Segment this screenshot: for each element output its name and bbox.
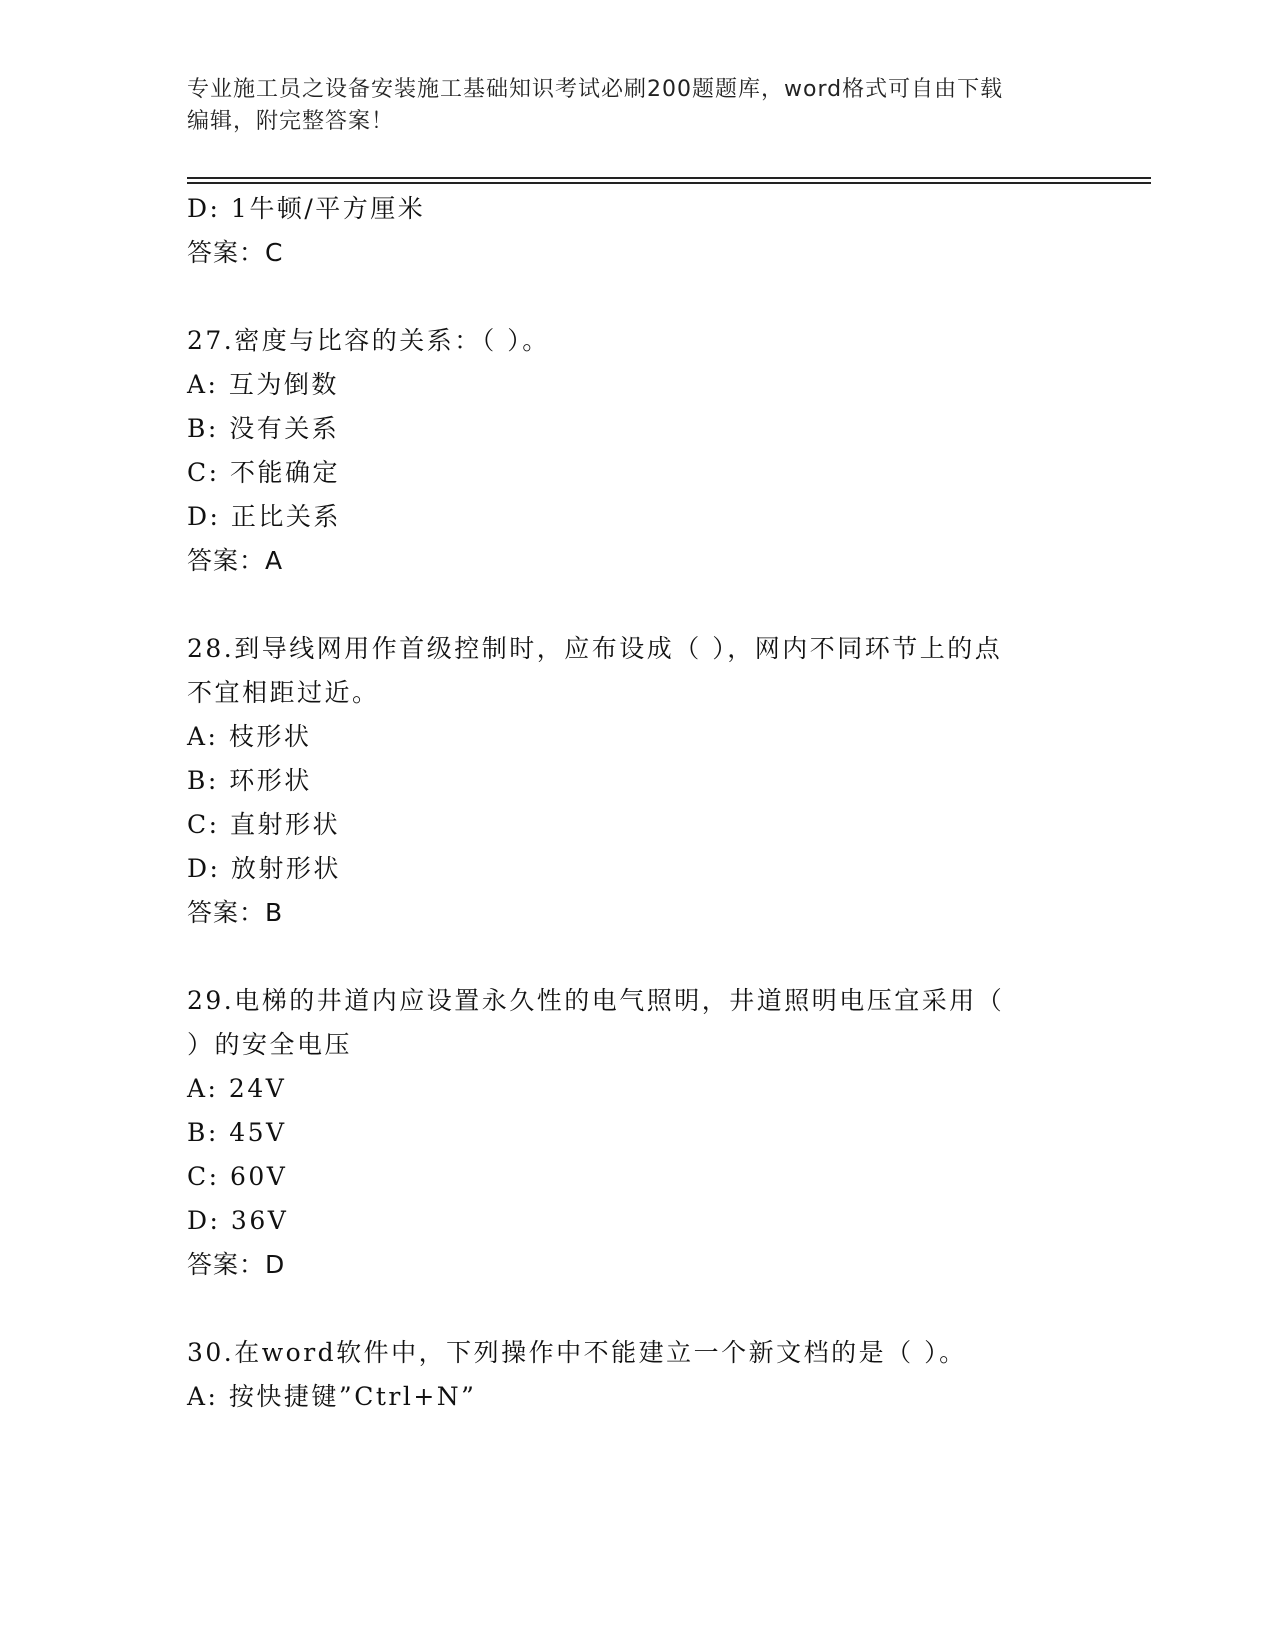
q29-stem-line1: 29.电梯的井道内应设置永久性的电气照明，井道照明电压宜采用（ [187, 986, 1005, 1015]
header-divider-top [187, 177, 1151, 179]
header-title-line1: 专业施工员之设备安装施工基础知识考试必刷200题题库，word格式可自由下载 [187, 77, 1004, 102]
q28-answer: 答案：B [187, 898, 284, 927]
q27-option-b: B: 没有关系 [187, 414, 340, 443]
header-divider-bottom [187, 182, 1151, 184]
q29-answer: 答案：D [187, 1250, 286, 1279]
q28-option-c: C: 直射形状 [187, 810, 340, 839]
q28-stem-line2: 不宜相距过近。 [187, 678, 380, 707]
header-title-line2: 编辑，附完整答案！ [187, 109, 395, 134]
q30-option-a: A: 按快捷键”Ctrl+N” [187, 1382, 477, 1411]
q27-option-d: D: 正比关系 [187, 502, 341, 531]
q28-option-a: A: 枝形状 [187, 722, 312, 751]
q30-stem: 30.在word软件中，下列操作中不能建立一个新文档的是（ ）。 [187, 1338, 967, 1367]
q27-answer: 答案：A [187, 546, 284, 575]
q29-option-b: B: 45V [187, 1118, 287, 1147]
q27-option-c: C: 不能确定 [187, 458, 340, 487]
q29-option-a: A: 24V [187, 1074, 287, 1103]
q27-option-a: A: 互为倒数 [187, 370, 339, 399]
q28-option-b: B: 环形状 [187, 766, 312, 795]
q29-option-c: C: 60V [187, 1162, 288, 1191]
q27-stem: 27.密度与比容的关系：（ ）。 [187, 326, 550, 355]
q29-stem-line2: ）的安全电压 [187, 1030, 353, 1059]
prev-answer: 答案：C [187, 238, 284, 267]
q28-stem-line1: 28.到导线网用作首级控制时，应布设成（ ），网内不同环节上的点 [187, 634, 1003, 663]
q28-option-d: D: 放射形状 [187, 854, 341, 883]
document-header [187, 74, 1067, 138]
prev-option-d: D: 1牛顿/平方厘米 [187, 194, 426, 223]
q29-option-d: D: 36V [187, 1206, 289, 1235]
